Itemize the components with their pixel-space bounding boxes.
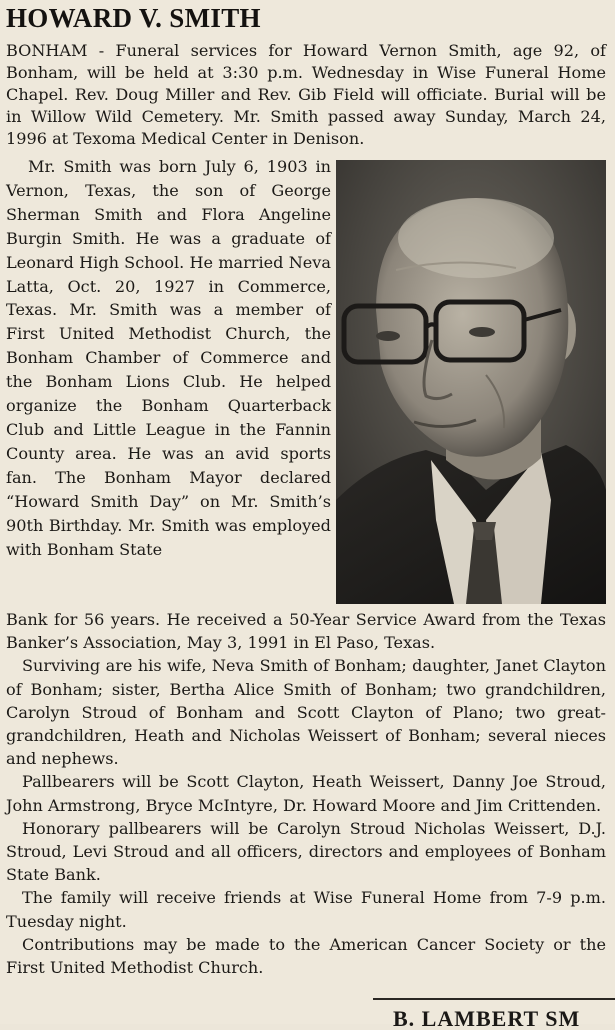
biography-paragraph: [6, 155, 331, 561]
visitation-paragraph: The family will receive friends at Wise Funeral Home from 7-9 p.m. Tuesday night.: [6, 888, 606, 931]
next-obituary-headline: [373, 998, 615, 1030]
next-headline-text: B. LAMBERT SM: [393, 1006, 581, 1030]
pallbearers-paragraph: Pallbearers will be Scott Clayton, Heath Weissert, Danny Joe Stroud, John Armstrong, Bryce McIntyre, Dr. Howard Moore and Jim Crittenden.: [6, 772, 606, 815]
lead-text: Funeral services for Howard Vernon Smith, age 92, of Bonham, will be held at 3:30 p.m. Wednesday in Wise Funeral Home Chapel. Rev. Doug Miller and Rev. Gib Field will officiate. Burial will be in Willow Wild Cemetery. Mr. Smith passed away Sunday, March 24, 1996 at Texoma Medical Center in Denison.: [6, 41, 606, 148]
honorary-pallbearers-paragraph: Honorary pallbearers will be Carolyn Stroud Nicholas Weissert, D.J. Stroud, Levi Stroud and all officers, directors and employees of Bonham State Bank.: [6, 818, 606, 885]
portrait-illustration: [336, 160, 606, 604]
dateline: BONHAM -: [6, 41, 105, 60]
contributions-paragraph: Contributions may be made to the American Cancer Society or the First United Methodist Church.: [6, 934, 606, 978]
continuation-text: Bank for 56 years. He received a 50-Year Service Award from the Texas Banker’s Association, May 3, 1991 in El Paso, Texas.: [6, 610, 606, 653]
obituary-headline: HOWARD V. SMITH: [6, 3, 261, 33]
biography-text: Mr. Smith was born July 6, 1903 in Vernon, Texas, the son of George Sherman Smith and Flora Angeline Burgin Smith. He was a graduate of Leonard High School. He married Neva Latta, Oct. 20, 1927 in Commerce, Texas. Mr. Smith was a member of First United Methodist Church, the Bonham Chamber of Commerce and the Bonham Lions Club. He helped organize the Bonham Quarterback Club and Little League in the Fannin County area. He was an avid sports fan. The Bonham Mayor declared “Howard Smith Day” on Mr. Smith’s 90th Birthday. Mr. Smith was employed with Bonham State: [6, 157, 331, 559]
lead-paragraph: [6, 40, 606, 150]
survivors-paragraph: Surviving are his wife, Neva Smith of Bonham; daughter, Janet Clayton of Bonham; sister, Bertha Alice Smith of Bonham; two grandchildren, Carolyn Stroud of Bonham and Scott Clayton of Plano; two great-grandchildren, Heath and Nicholas Weissert of Bonham; several nieces and nephews.: [6, 656, 606, 769]
portrait-photo: [336, 160, 606, 604]
continuation-section: [6, 608, 606, 979]
